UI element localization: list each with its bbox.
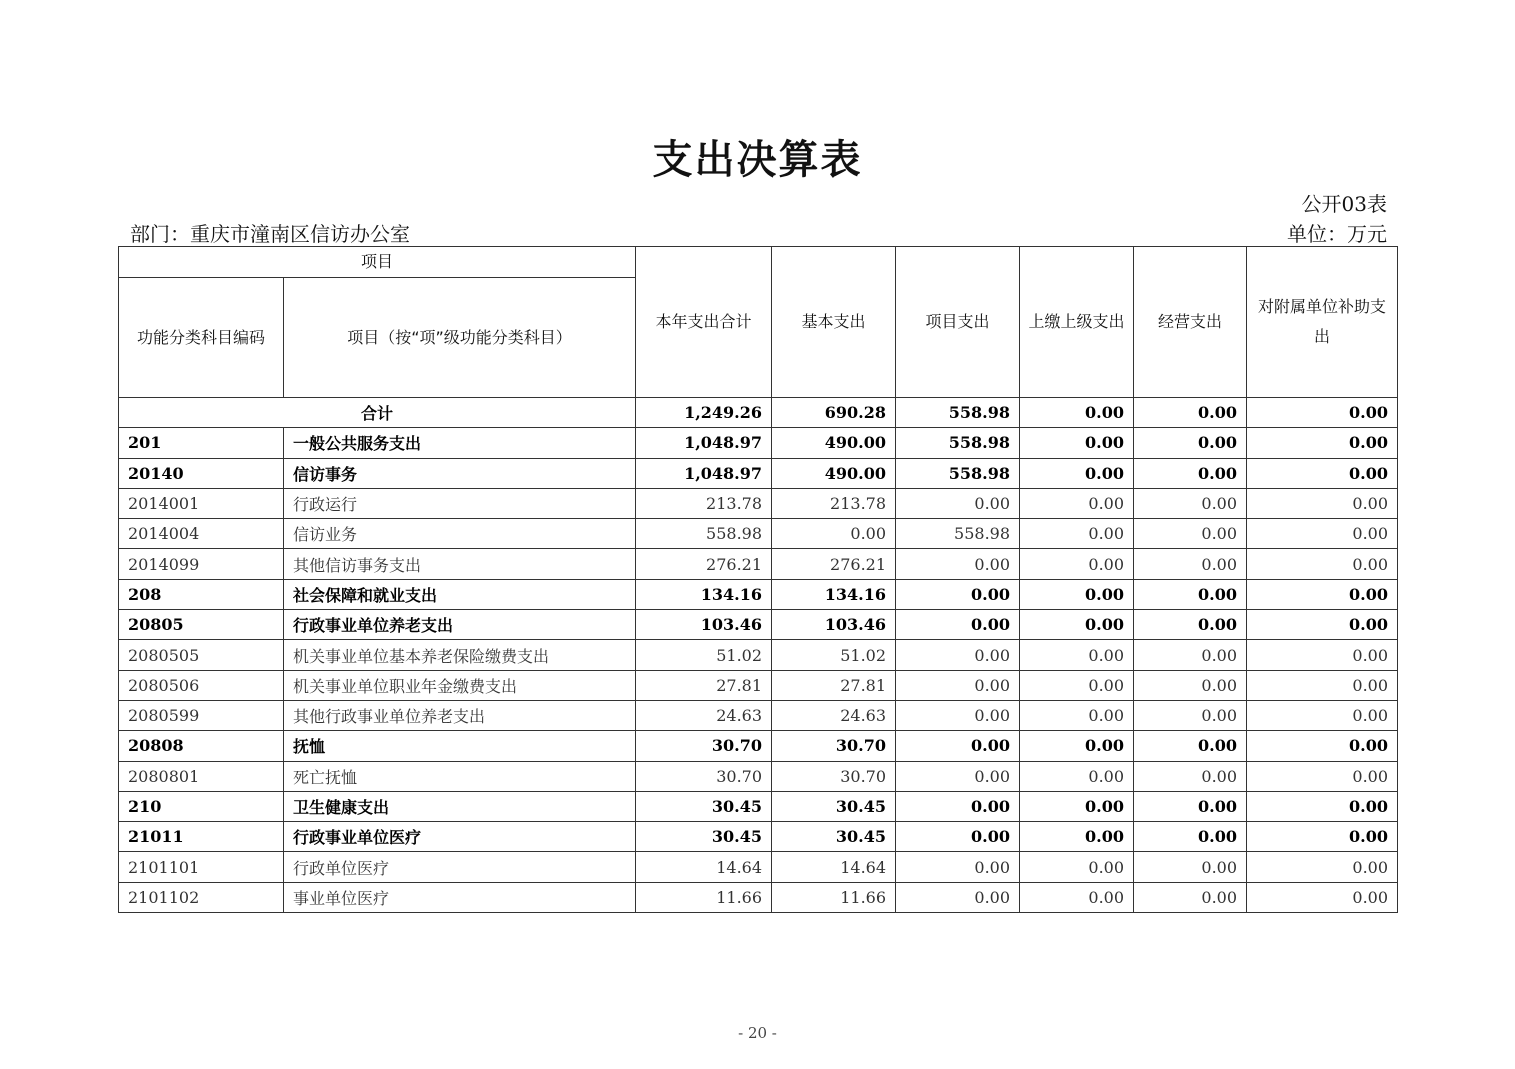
cell-basic: 14.64 bbox=[772, 852, 896, 882]
header-upper: 上缴上级支出 bbox=[1020, 247, 1134, 398]
cell-code: 20140 bbox=[119, 458, 284, 488]
cell-total: 558.98 bbox=[636, 519, 772, 549]
cell-name: 抚恤 bbox=[284, 731, 636, 761]
cell-code: 2101101 bbox=[119, 852, 284, 882]
cell-name: 行政单位医疗 bbox=[284, 852, 636, 882]
cell-upper: 0.00 bbox=[1020, 822, 1134, 852]
cell-subsidy: 0.00 bbox=[1247, 882, 1398, 912]
cell-upper: 0.00 bbox=[1020, 852, 1134, 882]
cell-business: 0.00 bbox=[1134, 822, 1247, 852]
cell-project: 558.98 bbox=[896, 458, 1020, 488]
unit-label: 单位：万元 bbox=[1287, 222, 1387, 246]
cell-total: 14.64 bbox=[636, 852, 772, 882]
table-row bbox=[119, 670, 1398, 700]
cell-total: 30.45 bbox=[636, 791, 772, 821]
cell-subsidy: 0.00 bbox=[1247, 549, 1398, 579]
table-row bbox=[119, 791, 1398, 821]
header-name: 项目（按“项”级功能分类科目） bbox=[284, 278, 636, 398]
cell-code: 2080599 bbox=[119, 700, 284, 730]
table-row bbox=[119, 610, 1398, 640]
cell-total: 30.70 bbox=[636, 761, 772, 791]
cell-subsidy: 0.00 bbox=[1247, 852, 1398, 882]
cell-business: 0.00 bbox=[1134, 791, 1247, 821]
total-label: 合计 bbox=[119, 398, 636, 428]
cell-name: 事业单位医疗 bbox=[284, 882, 636, 912]
cell-business: 0.00 bbox=[1134, 549, 1247, 579]
cell-code: 2101102 bbox=[119, 882, 284, 912]
cell-total: 27.81 bbox=[636, 670, 772, 700]
cell-upper: 0.00 bbox=[1020, 700, 1134, 730]
cell-upper: 0.00 bbox=[1020, 458, 1134, 488]
cell-upper: 0.00 bbox=[1020, 579, 1134, 609]
cell-basic: 490.00 bbox=[772, 458, 896, 488]
header-code: 功能分类科目编码 bbox=[119, 278, 284, 398]
cell-subsidy: 0.00 bbox=[1247, 731, 1398, 761]
cell-name: 其他信访事务支出 bbox=[284, 549, 636, 579]
table-row bbox=[119, 852, 1398, 882]
cell-code: 210 bbox=[119, 791, 284, 821]
cell-project: 0.00 bbox=[896, 882, 1020, 912]
cell-total: 103.46 bbox=[636, 610, 772, 640]
cell-name: 信访业务 bbox=[284, 519, 636, 549]
cell-basic: 27.81 bbox=[772, 670, 896, 700]
cell-basic: 0.00 bbox=[772, 519, 896, 549]
department-label: 部门：重庆市潼南区信访办公室 bbox=[130, 222, 410, 246]
cell-basic: 213.78 bbox=[772, 488, 896, 518]
cell-total: 1,048.97 bbox=[636, 458, 772, 488]
cell-name: 一般公共服务支出 bbox=[284, 428, 636, 458]
cell-subsidy: 0.00 bbox=[1247, 640, 1398, 670]
cell-business: 0.00 bbox=[1134, 731, 1247, 761]
cell-project: 558.98 bbox=[896, 519, 1020, 549]
total-total: 1,249.26 bbox=[636, 398, 772, 428]
cell-project: 0.00 bbox=[896, 610, 1020, 640]
table-row bbox=[119, 731, 1398, 761]
cell-code: 2080505 bbox=[119, 640, 284, 670]
cell-subsidy: 0.00 bbox=[1247, 610, 1398, 640]
cell-project: 0.00 bbox=[896, 670, 1020, 700]
cell-project: 0.00 bbox=[896, 852, 1020, 882]
cell-upper: 0.00 bbox=[1020, 670, 1134, 700]
cell-upper: 0.00 bbox=[1020, 610, 1134, 640]
table-row bbox=[119, 822, 1398, 852]
cell-code: 2080506 bbox=[119, 670, 284, 700]
cell-upper: 0.00 bbox=[1020, 791, 1134, 821]
cell-code: 2014099 bbox=[119, 549, 284, 579]
cell-name: 社会保障和就业支出 bbox=[284, 579, 636, 609]
cell-upper: 0.00 bbox=[1020, 488, 1134, 518]
header-subsidy: 对附属单位补助支出 bbox=[1247, 247, 1398, 398]
cell-business: 0.00 bbox=[1134, 458, 1247, 488]
cell-basic: 103.46 bbox=[772, 610, 896, 640]
cell-business: 0.00 bbox=[1134, 670, 1247, 700]
cell-project: 0.00 bbox=[896, 488, 1020, 518]
cell-total: 276.21 bbox=[636, 549, 772, 579]
table-row bbox=[119, 761, 1398, 791]
cell-total: 51.02 bbox=[636, 640, 772, 670]
cell-subsidy: 0.00 bbox=[1247, 519, 1398, 549]
total-basic: 690.28 bbox=[772, 398, 896, 428]
cell-code: 208 bbox=[119, 579, 284, 609]
cell-subsidy: 0.00 bbox=[1247, 458, 1398, 488]
cell-name: 行政运行 bbox=[284, 488, 636, 518]
expenditure-table bbox=[118, 246, 1398, 913]
cell-name: 卫生健康支出 bbox=[284, 791, 636, 821]
cell-business: 0.00 bbox=[1134, 519, 1247, 549]
table-row bbox=[119, 549, 1398, 579]
header-project: 项目支出 bbox=[896, 247, 1020, 398]
table-row bbox=[119, 640, 1398, 670]
cell-upper: 0.00 bbox=[1020, 640, 1134, 670]
cell-upper: 0.00 bbox=[1020, 731, 1134, 761]
table-row bbox=[119, 579, 1398, 609]
cell-upper: 0.00 bbox=[1020, 549, 1134, 579]
cell-upper: 0.00 bbox=[1020, 882, 1134, 912]
cell-subsidy: 0.00 bbox=[1247, 488, 1398, 518]
cell-total: 11.66 bbox=[636, 882, 772, 912]
cell-upper: 0.00 bbox=[1020, 428, 1134, 458]
total-row bbox=[119, 398, 1398, 428]
cell-total: 134.16 bbox=[636, 579, 772, 609]
cell-business: 0.00 bbox=[1134, 852, 1247, 882]
cell-basic: 11.66 bbox=[772, 882, 896, 912]
cell-subsidy: 0.00 bbox=[1247, 761, 1398, 791]
cell-code: 2014001 bbox=[119, 488, 284, 518]
cell-name: 机关事业单位基本养老保险缴费支出 bbox=[284, 640, 636, 670]
page-number: - 20 - bbox=[738, 1024, 777, 1042]
header-total: 本年支出合计 bbox=[636, 247, 772, 398]
cell-name: 死亡抚恤 bbox=[284, 761, 636, 791]
cell-project: 0.00 bbox=[896, 640, 1020, 670]
cell-business: 0.00 bbox=[1134, 700, 1247, 730]
total-project: 558.98 bbox=[896, 398, 1020, 428]
cell-project: 558.98 bbox=[896, 428, 1020, 458]
cell-name: 行政事业单位医疗 bbox=[284, 822, 636, 852]
cell-name: 信访事务 bbox=[284, 458, 636, 488]
cell-code: 21011 bbox=[119, 822, 284, 852]
cell-basic: 24.63 bbox=[772, 700, 896, 730]
cell-name: 行政事业单位养老支出 bbox=[284, 610, 636, 640]
cell-basic: 51.02 bbox=[772, 640, 896, 670]
cell-basic: 134.16 bbox=[772, 579, 896, 609]
cell-subsidy: 0.00 bbox=[1247, 428, 1398, 458]
table-row bbox=[119, 488, 1398, 518]
cell-code: 2080801 bbox=[119, 761, 284, 791]
cell-business: 0.00 bbox=[1134, 761, 1247, 791]
cell-upper: 0.00 bbox=[1020, 761, 1134, 791]
cell-business: 0.00 bbox=[1134, 640, 1247, 670]
header-basic: 基本支出 bbox=[772, 247, 896, 398]
table-row bbox=[119, 882, 1398, 912]
cell-project: 0.00 bbox=[896, 822, 1020, 852]
cell-subsidy: 0.00 bbox=[1247, 700, 1398, 730]
cell-upper: 0.00 bbox=[1020, 519, 1134, 549]
cell-project: 0.00 bbox=[896, 700, 1020, 730]
cell-code: 20808 bbox=[119, 731, 284, 761]
cell-code: 2014004 bbox=[119, 519, 284, 549]
table-row bbox=[119, 458, 1398, 488]
cell-business: 0.00 bbox=[1134, 882, 1247, 912]
header-project-group: 项目 bbox=[119, 247, 636, 278]
total-upper: 0.00 bbox=[1020, 398, 1134, 428]
page-title: 支出决算表 bbox=[652, 137, 863, 183]
table-row bbox=[119, 428, 1398, 458]
cell-basic: 490.00 bbox=[772, 428, 896, 458]
cell-subsidy: 0.00 bbox=[1247, 670, 1398, 700]
cell-total: 213.78 bbox=[636, 488, 772, 518]
form-number: 公开03表 bbox=[1301, 192, 1387, 216]
cell-code: 201 bbox=[119, 428, 284, 458]
cell-name: 机关事业单位职业年金缴费支出 bbox=[284, 670, 636, 700]
cell-basic: 30.45 bbox=[772, 791, 896, 821]
cell-project: 0.00 bbox=[896, 731, 1020, 761]
total-subsidy: 0.00 bbox=[1247, 398, 1398, 428]
cell-business: 0.00 bbox=[1134, 488, 1247, 518]
cell-business: 0.00 bbox=[1134, 428, 1247, 458]
cell-subsidy: 0.00 bbox=[1247, 822, 1398, 852]
cell-total: 30.45 bbox=[636, 822, 772, 852]
header-business: 经营支出 bbox=[1134, 247, 1247, 398]
cell-project: 0.00 bbox=[896, 549, 1020, 579]
cell-project: 0.00 bbox=[896, 761, 1020, 791]
cell-project: 0.00 bbox=[896, 579, 1020, 609]
cell-total: 24.63 bbox=[636, 700, 772, 730]
cell-total: 1,048.97 bbox=[636, 428, 772, 458]
cell-project: 0.00 bbox=[896, 791, 1020, 821]
cell-business: 0.00 bbox=[1134, 579, 1247, 609]
cell-basic: 30.70 bbox=[772, 761, 896, 791]
table-row bbox=[119, 519, 1398, 549]
cell-code: 20805 bbox=[119, 610, 284, 640]
cell-total: 30.70 bbox=[636, 731, 772, 761]
cell-subsidy: 0.00 bbox=[1247, 579, 1398, 609]
cell-business: 0.00 bbox=[1134, 610, 1247, 640]
table-row bbox=[119, 700, 1398, 730]
total-business: 0.00 bbox=[1134, 398, 1247, 428]
cell-name: 其他行政事业单位养老支出 bbox=[284, 700, 636, 730]
cell-subsidy: 0.00 bbox=[1247, 791, 1398, 821]
cell-basic: 30.45 bbox=[772, 822, 896, 852]
cell-basic: 276.21 bbox=[772, 549, 896, 579]
cell-basic: 30.70 bbox=[772, 731, 896, 761]
